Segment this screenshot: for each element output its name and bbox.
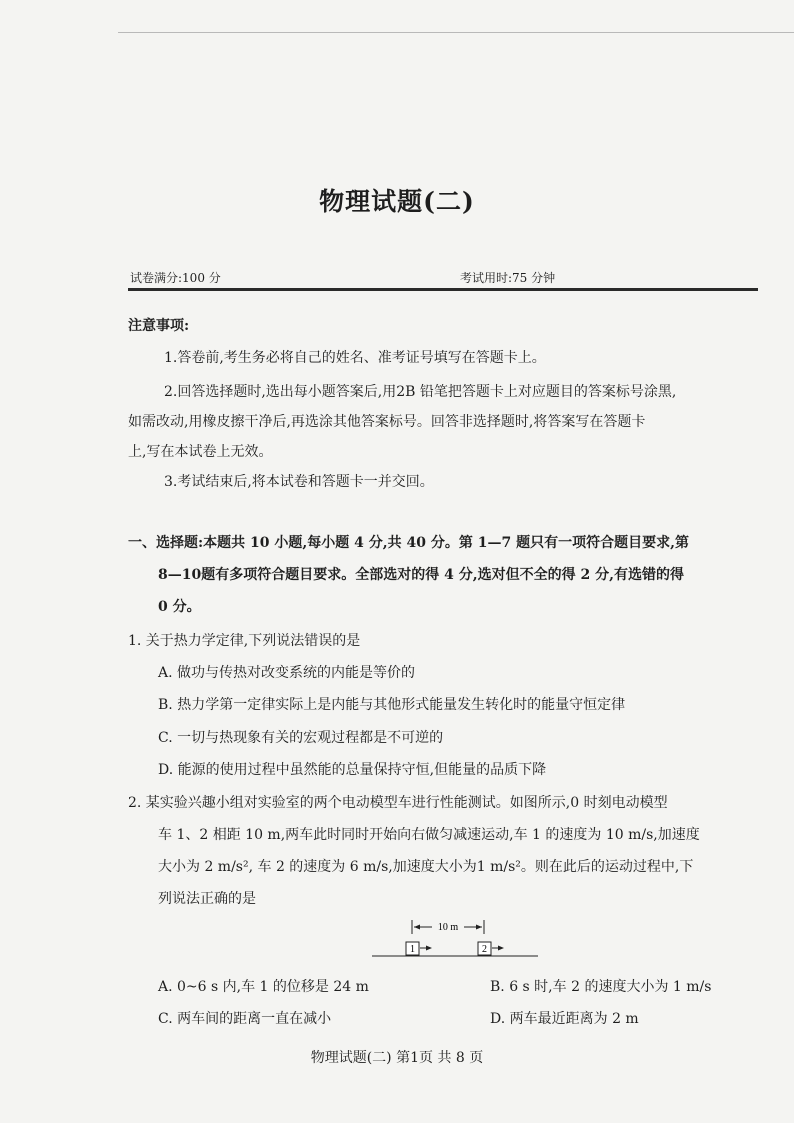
q2-stem-line-2: 车 1、2 相距 10 m,两车此时同时开始向右做匀减速运动,车 1 的速度为 10 m/s,加速度 bbox=[158, 827, 700, 843]
q2-option-c: C. 两车间的距离一直在减小 bbox=[158, 1011, 332, 1027]
q1-stem: 1. 关于热力学定律,下列说法错误的是 bbox=[128, 633, 361, 649]
q1-option-a: A. 做功与传热对改变系统的内能是等价的 bbox=[158, 665, 416, 681]
header-rule bbox=[128, 288, 758, 291]
notice-item-1: 1.答卷前,考生务必将自己的姓名、准考证号填写在答题卡上。 bbox=[164, 350, 546, 366]
section1-line-3: 0 分。 bbox=[158, 599, 201, 615]
q2-option-d: D. 两车最近距离为 2 m bbox=[490, 1011, 639, 1027]
notice-heading: 注意事项: bbox=[128, 318, 190, 334]
page-title: 物理试题(二) bbox=[319, 187, 475, 216]
q1-option-c: C. 一切与热现象有关的宏观过程都是不可逆的 bbox=[158, 730, 444, 746]
section1-line-1: 一、选择题:本题共 10 小题,每小题 4 分,共 40 分。第 1—7 题只有一项符合题目要求,第 bbox=[128, 535, 689, 551]
q1-option-d: D. 能源的使用过程中虽然能的总量保持守恒,但能量的品质下降 bbox=[158, 762, 547, 778]
q2-car-diagram bbox=[370, 918, 540, 962]
q2-stem-line-4: 列说法正确的是 bbox=[158, 891, 256, 907]
distance-marker bbox=[412, 920, 484, 934]
notice-item-3: 3.考试结束后,将本试卷和答题卡一并交回。 bbox=[164, 474, 434, 490]
q2-option-b: B. 6 s 时,车 2 的速度大小为 1 m/s bbox=[490, 979, 712, 995]
car-2 bbox=[478, 942, 504, 955]
scan-edge-line bbox=[118, 32, 794, 33]
page-footer: 物理试题(二) 第1页 共 8 页 bbox=[310, 1050, 484, 1066]
car-1-label: 1 bbox=[410, 944, 415, 955]
q2-stem-line-1: 2. 某实验兴趣小组对实验室的两个电动模型车进行性能测试。如图所示,0 时刻电动模型 bbox=[128, 795, 668, 811]
section1-line-2: 8—10题有多项符合题目要求。全部选对的得 4 分,选对但不全的得 2 分,有选错的得 bbox=[158, 567, 684, 583]
car-2-label: 2 bbox=[482, 944, 487, 955]
notice-item-2-line-1: 2.回答选择题时,选出每小题答案后,用2B 铅笔把答题卡上对应题目的答案标号涂黑, bbox=[164, 384, 677, 400]
q1-option-b: B. 热力学第一定律实际上是内能与其他形式能量发生转化时的能量守恒定律 bbox=[158, 697, 626, 713]
notice-item-2-line-2: 如需改动,用橡皮擦干净后,再选涂其他答案标号。回答非选择题时,将答案写在答题卡 bbox=[128, 414, 646, 430]
score-info: 试卷满分:100 分 bbox=[130, 271, 221, 285]
q2-option-a: A. 0~6 s 内,车 1 的位移是 24 m bbox=[158, 979, 369, 995]
time-info: 考试用时:75 分钟 bbox=[460, 271, 556, 285]
notice-item-2-line-3: 上,写在本试卷上无效。 bbox=[128, 444, 273, 460]
distance-label: 10 m bbox=[437, 922, 459, 933]
car-1 bbox=[406, 942, 432, 955]
q2-stem-line-3: 大小为 2 m/s², 车 2 的速度为 6 m/s,加速度大小为1 m/s²。则在此后的运动过程中,下 bbox=[158, 859, 694, 875]
